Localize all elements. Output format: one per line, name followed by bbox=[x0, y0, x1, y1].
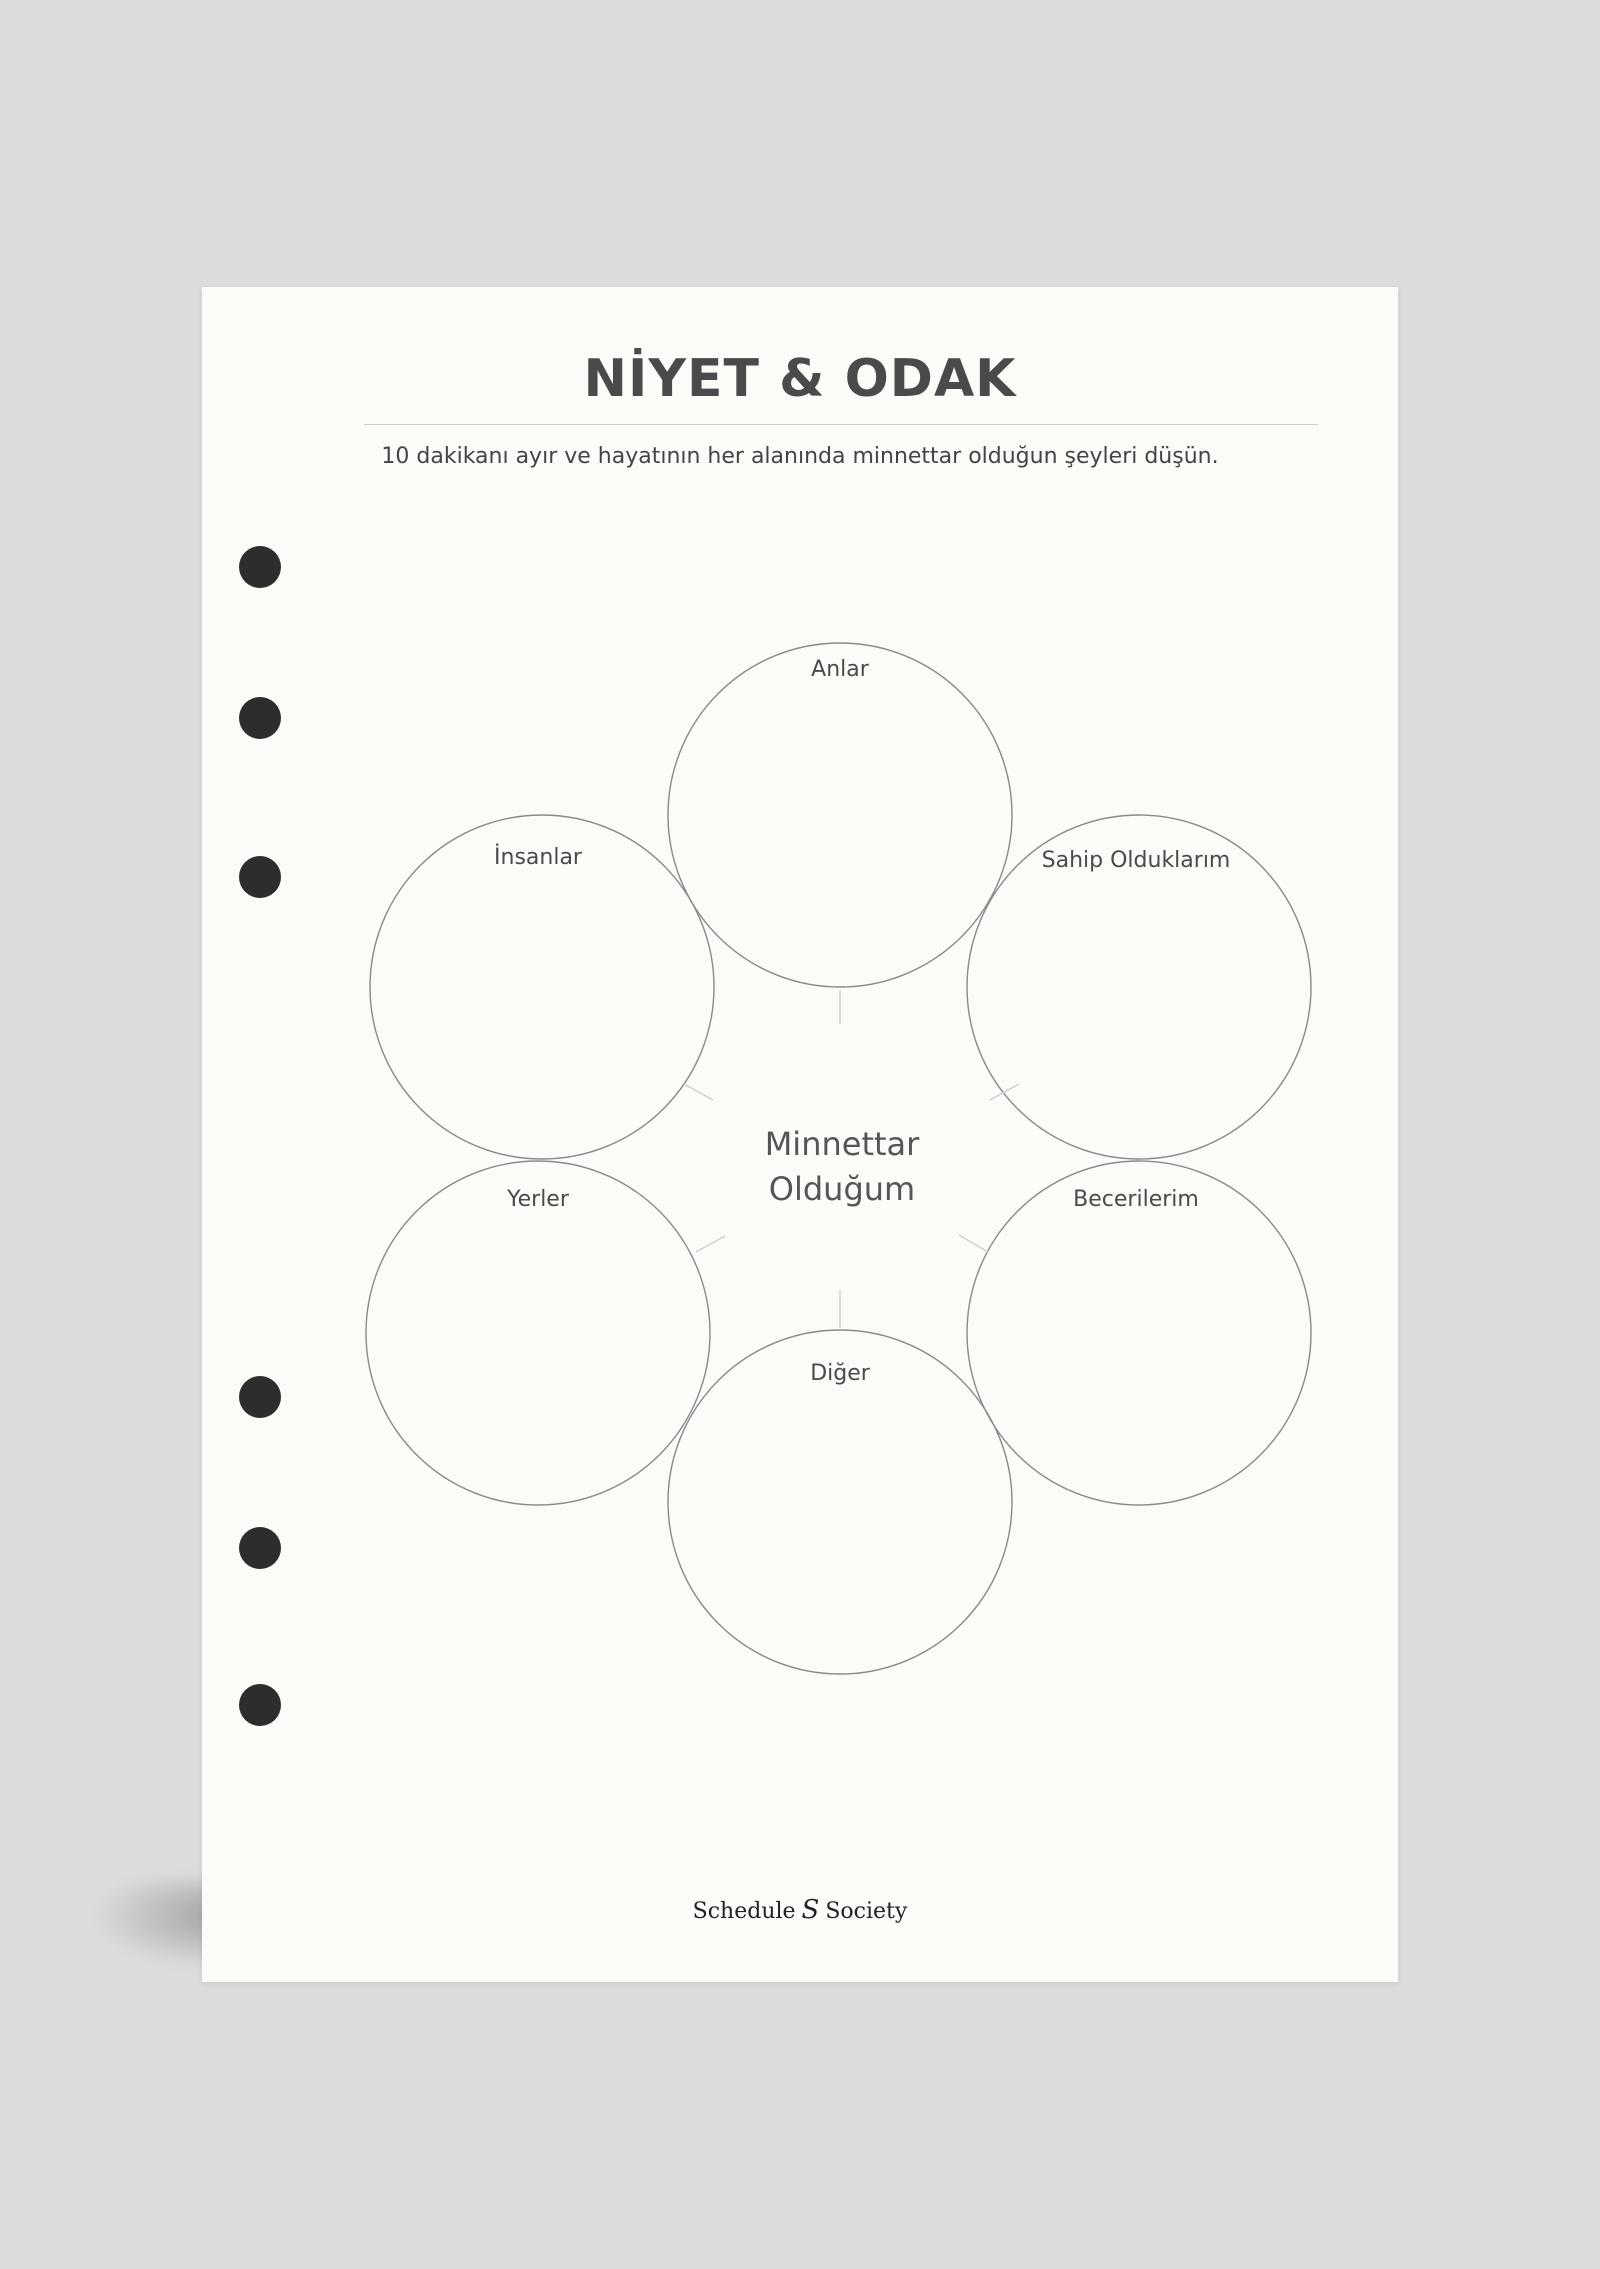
brand-right: Society bbox=[825, 1899, 908, 1924]
page-subtitle: 10 dakikanı ayır ve hayatının her alanında minnettar olduğun şeyleri düşün. bbox=[381, 444, 1219, 469]
label-other: Diğer bbox=[810, 1361, 870, 1386]
page-title: NİYET & ODAK bbox=[583, 349, 1017, 409]
label-people: İnsanlar bbox=[494, 845, 582, 870]
connector-line bbox=[684, 1084, 713, 1100]
gratitude-diagram bbox=[202, 287, 1398, 1982]
circle-skills[interactable] bbox=[967, 1161, 1311, 1505]
connector-line bbox=[959, 1235, 988, 1252]
circle-moments[interactable] bbox=[668, 643, 1012, 987]
connector-line bbox=[990, 1084, 1019, 1100]
label-places: Yerler bbox=[507, 1187, 569, 1212]
label-possessions: Sahip Olduklarım bbox=[1041, 848, 1231, 873]
center-label-line2: Olduğum bbox=[768, 1170, 916, 1208]
brand-left: Schedule bbox=[692, 1899, 796, 1924]
brand-logo bbox=[202, 1895, 1398, 1925]
label-skills: Becerilerim bbox=[1073, 1187, 1199, 1212]
connector-line bbox=[696, 1236, 725, 1252]
brand-mark: S bbox=[801, 1895, 820, 1925]
planner-page bbox=[202, 287, 1398, 1982]
circle-places[interactable] bbox=[366, 1161, 710, 1505]
label-moments: Anlar bbox=[811, 657, 869, 682]
center-label-line1: Minnettar bbox=[764, 1125, 920, 1163]
